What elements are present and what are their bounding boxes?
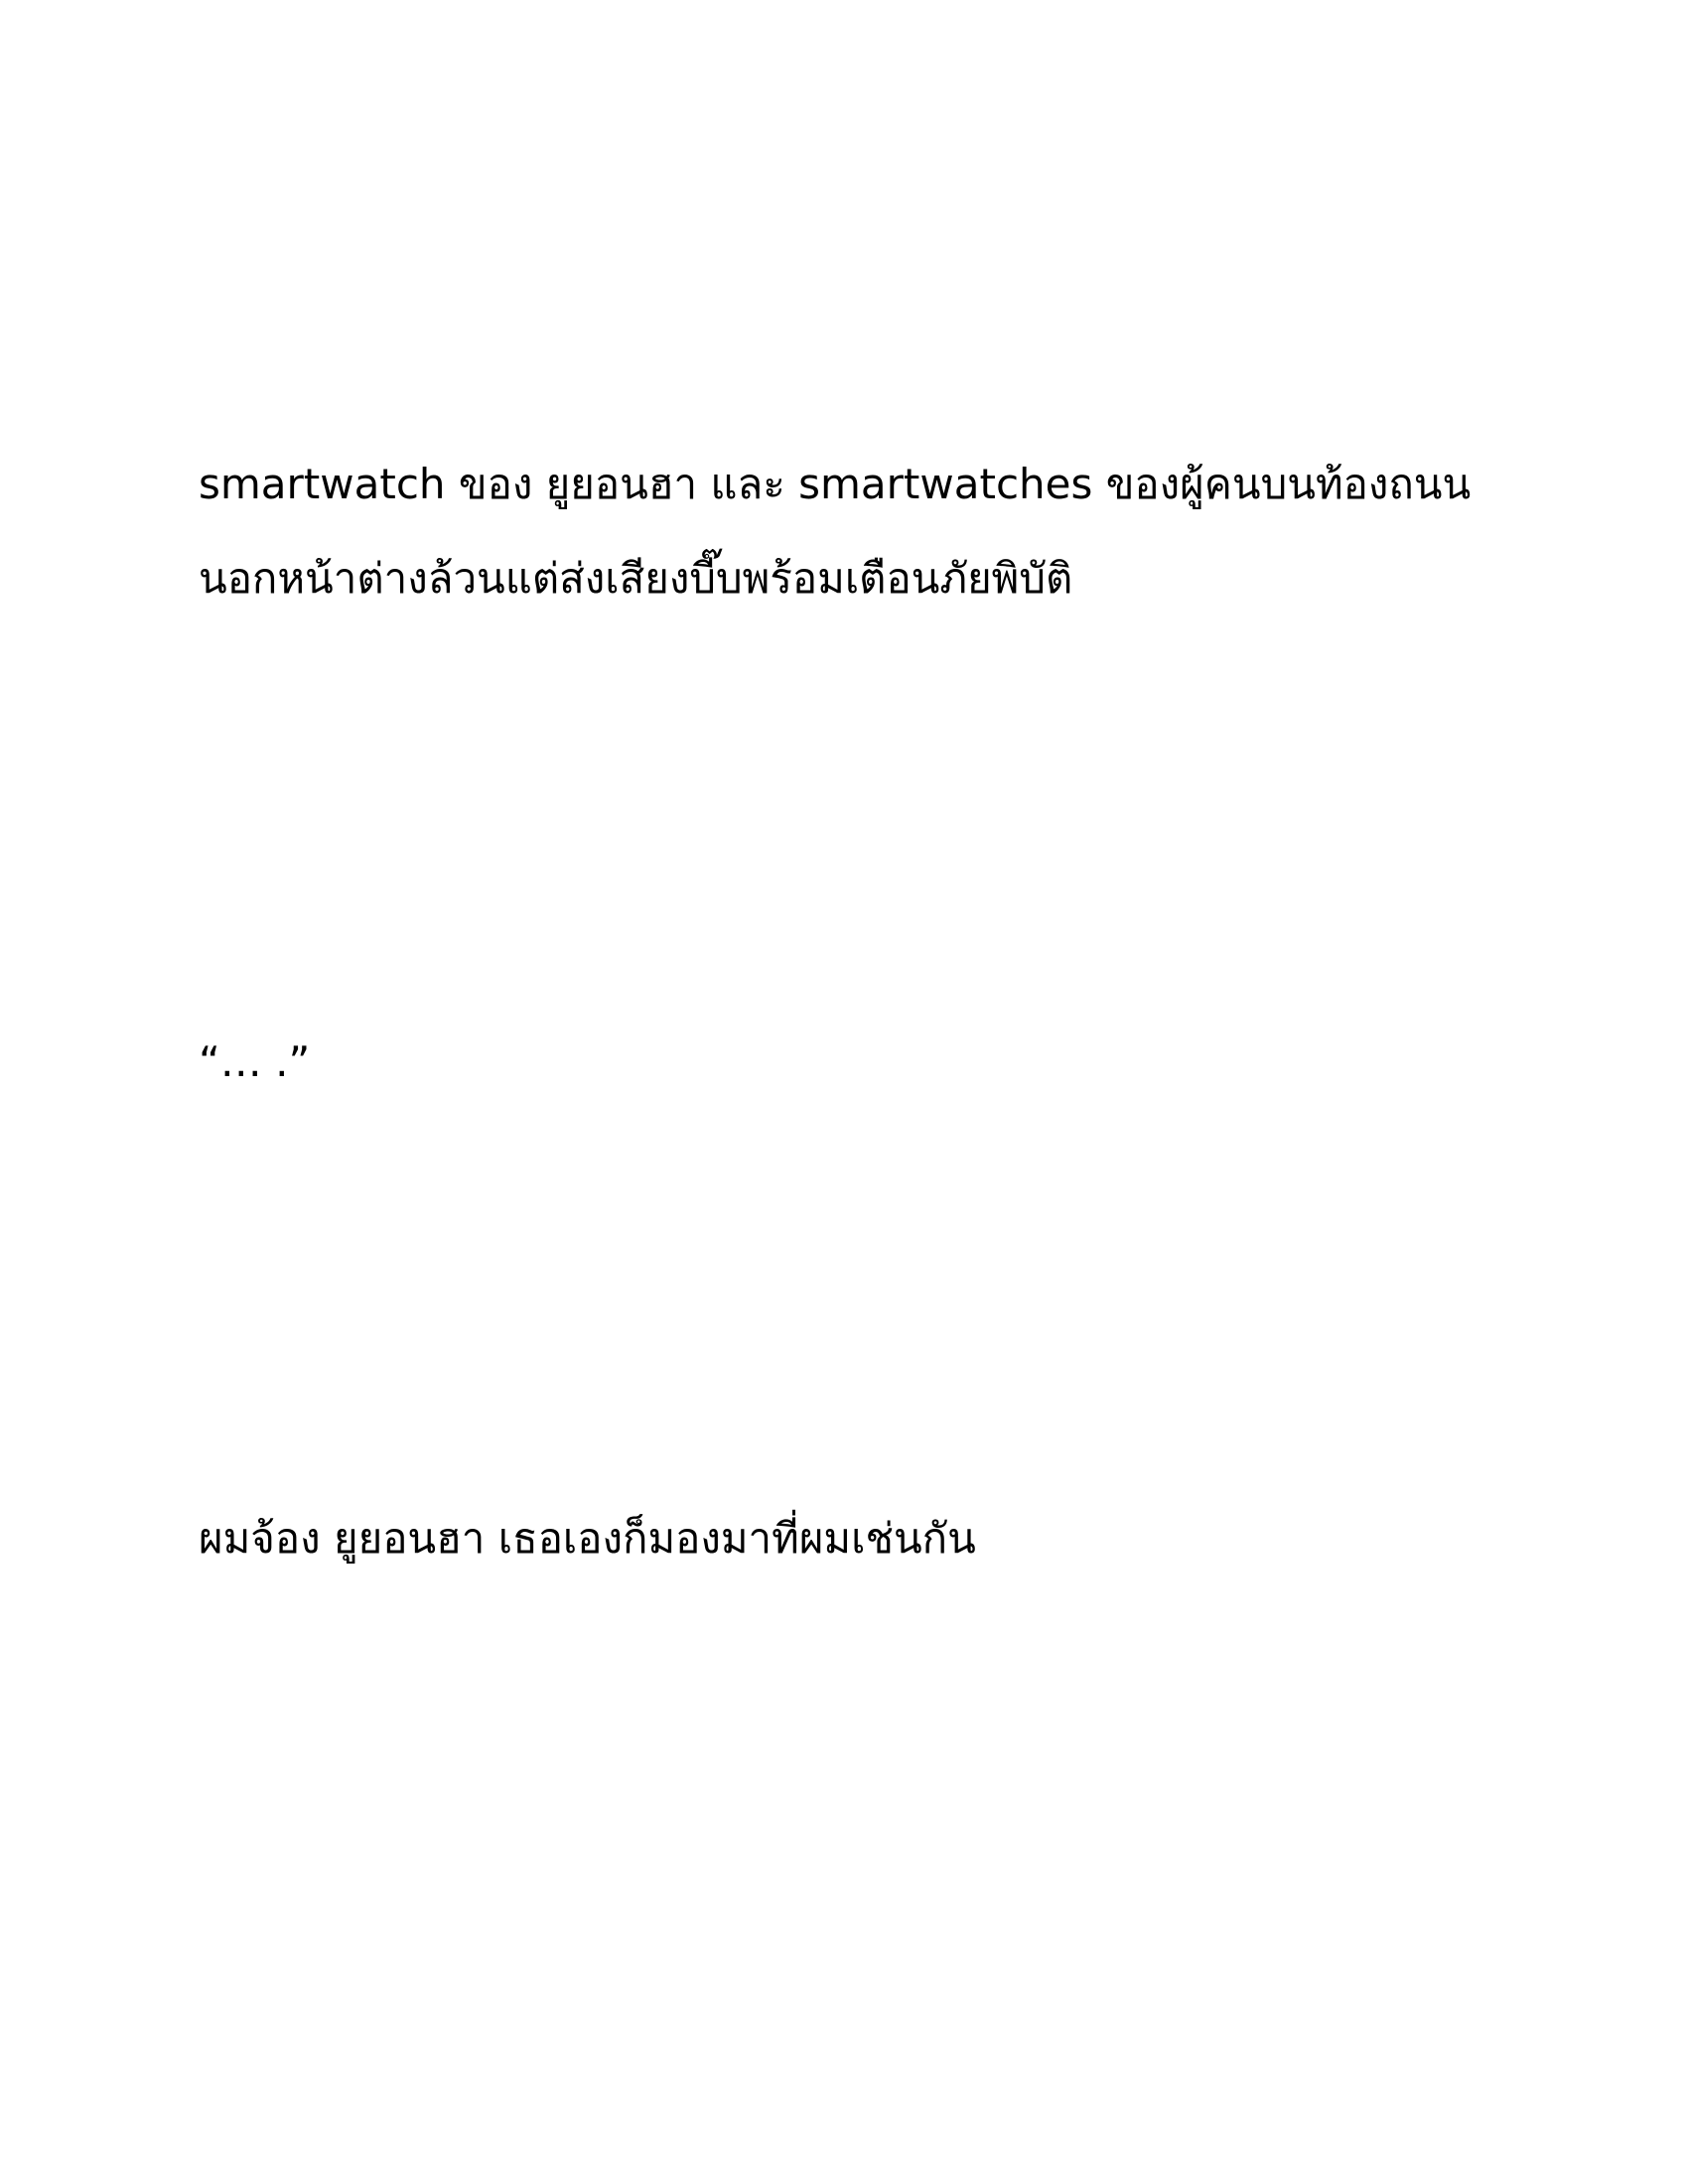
paragraph-3-line-1: ผมจ้อง ยูยอนฮา เธอเองก็มองมาที่ผมเช่นกัน	[199, 1514, 976, 1563]
paragraph-2-dialogue: “… .”	[199, 1037, 311, 1086]
paragraph-1-line-1: smartwatch ของ ยูยอนฮา และ smartwatches ของผู้คนบนท้องถนน	[199, 460, 1472, 508]
paragraph-1-line-2: นอกหน้าต่างล้วนแต่ส่งเสียงบี๊บพร้อมเตือนภัยพิบัติ	[199, 554, 1073, 603]
